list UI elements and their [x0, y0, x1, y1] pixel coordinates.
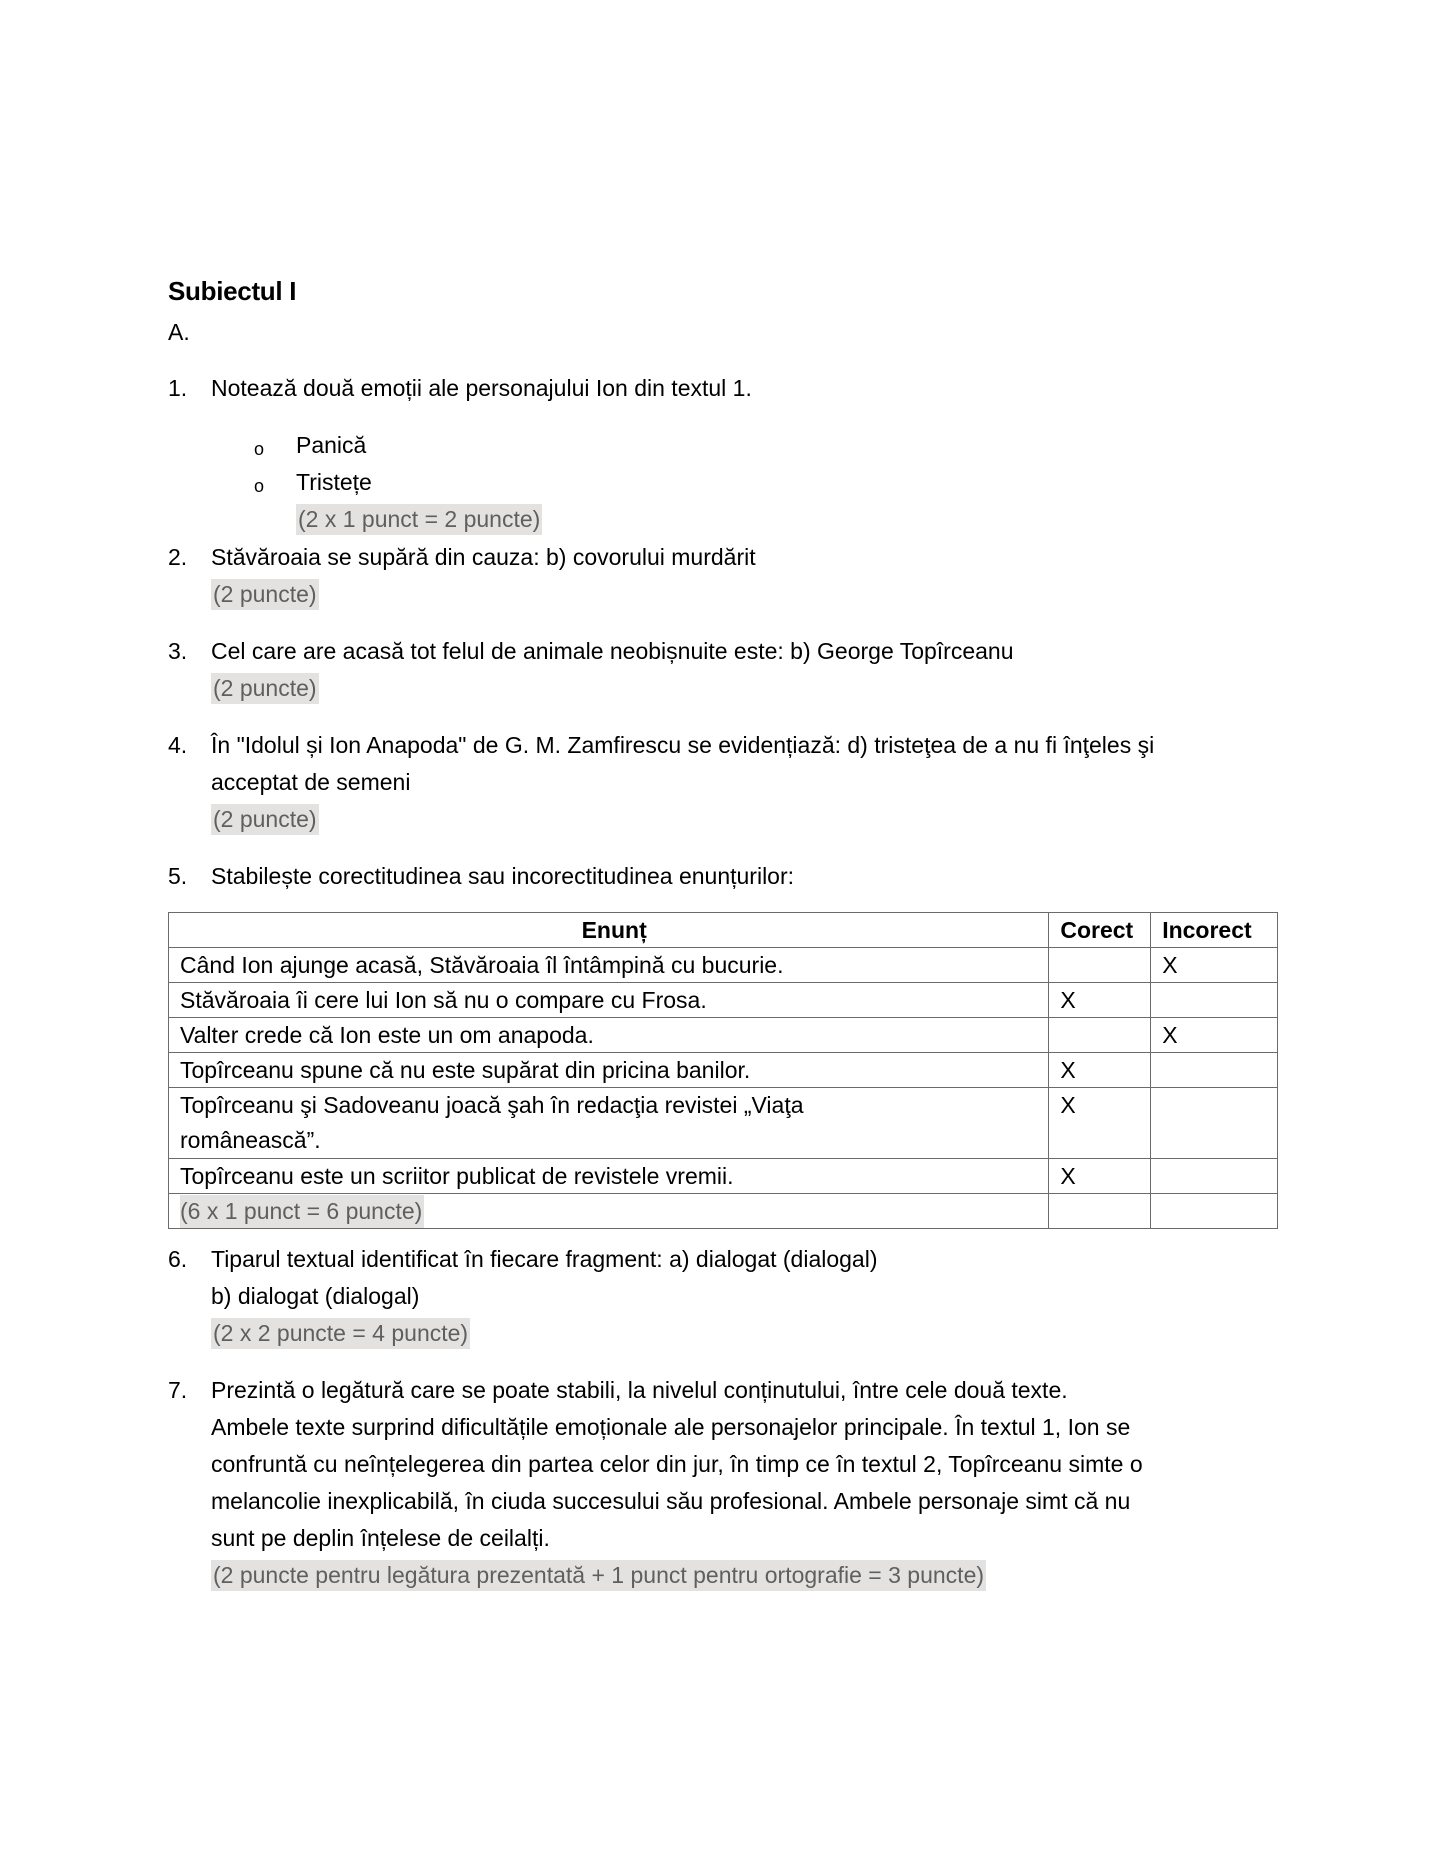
column-header-statement: Enunț — [169, 913, 1049, 948]
question-text-line: b) dialogat (dialogal) — [211, 1283, 420, 1309]
incorrect-cell: X — [1151, 1018, 1278, 1053]
points-badge: (6 x 1 punct = 6 puncte) — [180, 1195, 424, 1228]
correct-cell: X — [1049, 1088, 1151, 1159]
question-number: 6. — [168, 1246, 188, 1272]
incorrect-cell — [1151, 1159, 1278, 1194]
statement-cell: Stăvăroaia îi cere lui Ion să nu o compare cu Frosa. — [169, 983, 1049, 1018]
question-text: Notează două emoții ale personajului Ion din textul 1. — [211, 375, 752, 401]
points-badge: (2 x 1 punct = 2 puncte) — [296, 504, 542, 535]
correct-cell — [1049, 1018, 1151, 1053]
incorrect-cell — [1151, 983, 1278, 1018]
question-text-line: Tiparul textual identificat în fiecare fragment: a) dialogat (dialogal) — [211, 1246, 878, 1272]
answer-item: Panică — [296, 432, 367, 458]
statement-cell: Topîrceanu spune că nu este supărat din pricina banilor. — [169, 1053, 1049, 1088]
correct-cell — [1049, 1194, 1151, 1229]
question-number: 2. — [168, 544, 188, 570]
points-badge: (2 puncte) — [211, 579, 319, 610]
question-text-line: acceptat de semeni — [211, 769, 411, 795]
answer-text-line: sunt pe deplin înțelese de ceilalți. — [211, 1525, 550, 1551]
table-row — [169, 1053, 1278, 1088]
question-text-line: În "Idolul și Ion Anapoda" de G. M. Zamfirescu se evidențiază: d) tristeţea de a nu fi înţeles şi — [211, 732, 1155, 758]
incorrect-cell — [1151, 1053, 1278, 1088]
true-false-table — [168, 912, 1278, 1229]
incorrect-cell — [1151, 1088, 1278, 1159]
question-text: Stăvăroaia se supără din cauza: b) covorului murdărit — [211, 544, 756, 570]
points-cell — [169, 1194, 1049, 1229]
page-title: Subiectul I — [168, 276, 297, 306]
statement-line: românească”. — [180, 1127, 321, 1153]
table-row — [169, 948, 1278, 983]
table-points-row — [169, 1194, 1278, 1229]
question-text: Cel care are acasă tot felul de animale neobișnuite este: b) George Topîrceanu — [211, 638, 1014, 664]
question-number: 4. — [168, 732, 188, 758]
points-badge: (2 puncte) — [211, 804, 319, 835]
answer-item: Tristețe — [296, 469, 372, 495]
correct-cell: X — [1049, 1053, 1151, 1088]
question-number: 1. — [168, 375, 188, 401]
bullet-icon: o — [254, 476, 265, 496]
points-badge: (2 puncte pentru legătura prezentată + 1 punct pentru ortografie = 3 puncte) — [211, 1560, 986, 1591]
incorrect-cell — [1151, 1194, 1278, 1229]
section-label: A. — [168, 319, 190, 345]
statement-cell — [169, 1088, 1049, 1159]
table-row — [169, 983, 1278, 1018]
statement-line: Topîrceanu şi Sadoveanu joacă şah în redacţia revistei „Viaţa — [180, 1092, 804, 1118]
statement-cell: Topîrceanu este un scriitor publicat de revistele vremii. — [169, 1159, 1049, 1194]
answer-text-line: confruntă cu neînțelegerea din partea celor din jur, în timp ce în textul 2, Topîrceanu simte o — [211, 1451, 1143, 1477]
answer-text-line: Ambele texte surprind dificultățile emoționale ale personajelor principale. În textul 1, Ion se — [211, 1414, 1131, 1440]
correct-cell: X — [1049, 983, 1151, 1018]
statement-cell: Valter crede că Ion este un om anapoda. — [169, 1018, 1049, 1053]
question-text-line: Prezintă o legătură care se poate stabili, la nivelul conținutului, între cele două texte. — [211, 1377, 1068, 1403]
column-header-incorrect: Incorect — [1151, 913, 1278, 948]
answer-text-line: melancolie inexplicabilă, în ciuda succesului său profesional. Ambele personaje simt că nu — [211, 1488, 1131, 1514]
table-row — [169, 1088, 1278, 1159]
table-row — [169, 1159, 1278, 1194]
incorrect-cell: X — [1151, 948, 1278, 983]
correct-cell — [1049, 948, 1151, 983]
question-number: 3. — [168, 638, 188, 664]
table-header-row — [169, 913, 1278, 948]
column-header-correct: Corect — [1049, 913, 1151, 948]
statement-cell: Când Ion ajunge acasă, Stăvăroaia îl întâmpină cu bucurie. — [169, 948, 1049, 983]
points-badge: (2 x 2 puncte = 4 puncte) — [211, 1318, 470, 1349]
question-number: 5. — [168, 863, 188, 889]
question-number: 7. — [168, 1377, 188, 1403]
table-row — [169, 1018, 1278, 1053]
question-text: Stabilește corectitudinea sau incorectitudinea enunțurilor: — [211, 863, 795, 889]
bullet-icon: o — [254, 439, 265, 459]
points-badge: (2 puncte) — [211, 673, 319, 704]
correct-cell: X — [1049, 1159, 1151, 1194]
